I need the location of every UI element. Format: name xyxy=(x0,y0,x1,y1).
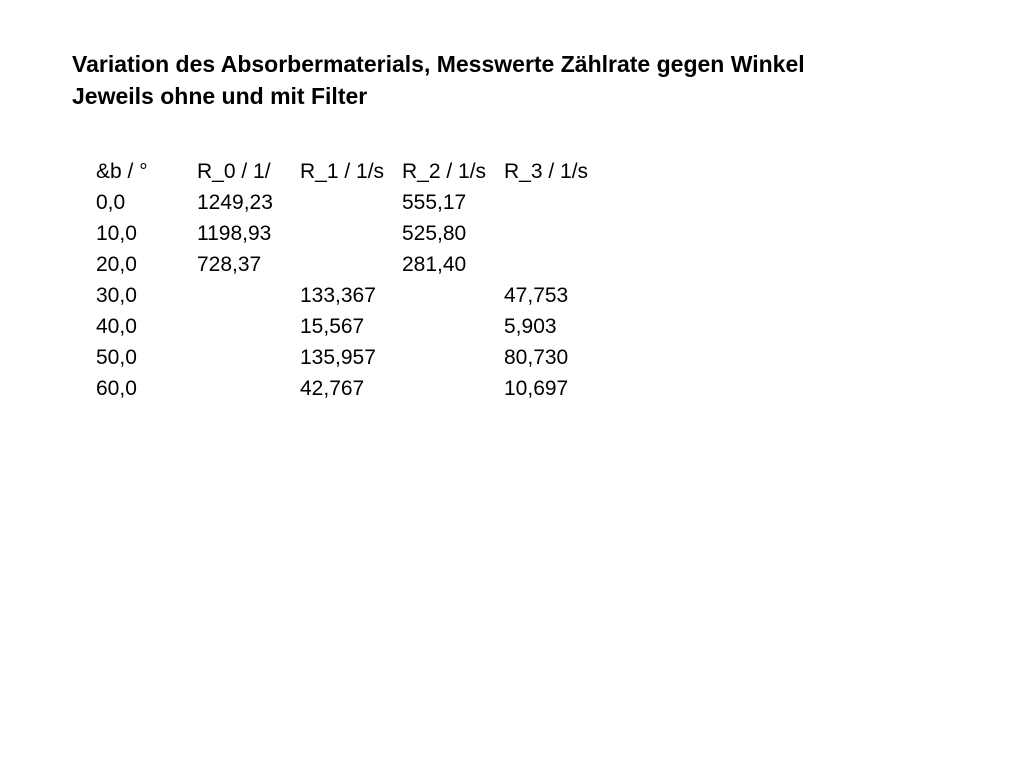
table-cell: 281,40 xyxy=(402,253,467,276)
header-r0: R_0 / 1/ xyxy=(197,160,271,183)
table-cell: 30,0 xyxy=(96,284,137,307)
table-cell: 40,0 xyxy=(96,315,137,338)
title-line-2: Jeweils ohne und mit Filter xyxy=(72,83,368,109)
table-cell: 135,957 xyxy=(300,346,376,369)
table-cell: 728,37 xyxy=(197,253,262,276)
table-cell: 0,0 xyxy=(96,191,126,214)
table-cell: 10,0 xyxy=(96,222,137,245)
table-cell: 1198,93 xyxy=(197,222,272,245)
table-cell: 5,903 xyxy=(504,315,557,338)
header-r1: R_1 / 1/s xyxy=(300,160,385,183)
header-r2: R_2 / 1/s xyxy=(402,160,487,183)
table-cell: 47,753 xyxy=(504,284,569,307)
table-cell: 1249,23 xyxy=(197,191,273,214)
table-cell: 20,0 xyxy=(96,253,137,276)
table-cell: 42,767 xyxy=(300,377,365,400)
table-cell: 133,367 xyxy=(300,284,376,307)
page-title xyxy=(72,48,1002,112)
table-cell: 10,697 xyxy=(504,377,569,400)
table-cell: 555,17 xyxy=(402,191,467,214)
table-cell: 60,0 xyxy=(96,377,137,400)
header-r3: R_3 / 1/s xyxy=(504,160,589,183)
table-cell: 50,0 xyxy=(96,346,137,369)
header-angle: &b / ° xyxy=(96,160,148,183)
table-cell: 80,730 xyxy=(504,346,569,369)
table-cell: 525,80 xyxy=(402,222,467,245)
title-line-1: Variation des Absorbermaterials, Messwerte Zählrate gegen Winkel xyxy=(72,51,805,77)
table-cell: 15,567 xyxy=(300,315,365,338)
